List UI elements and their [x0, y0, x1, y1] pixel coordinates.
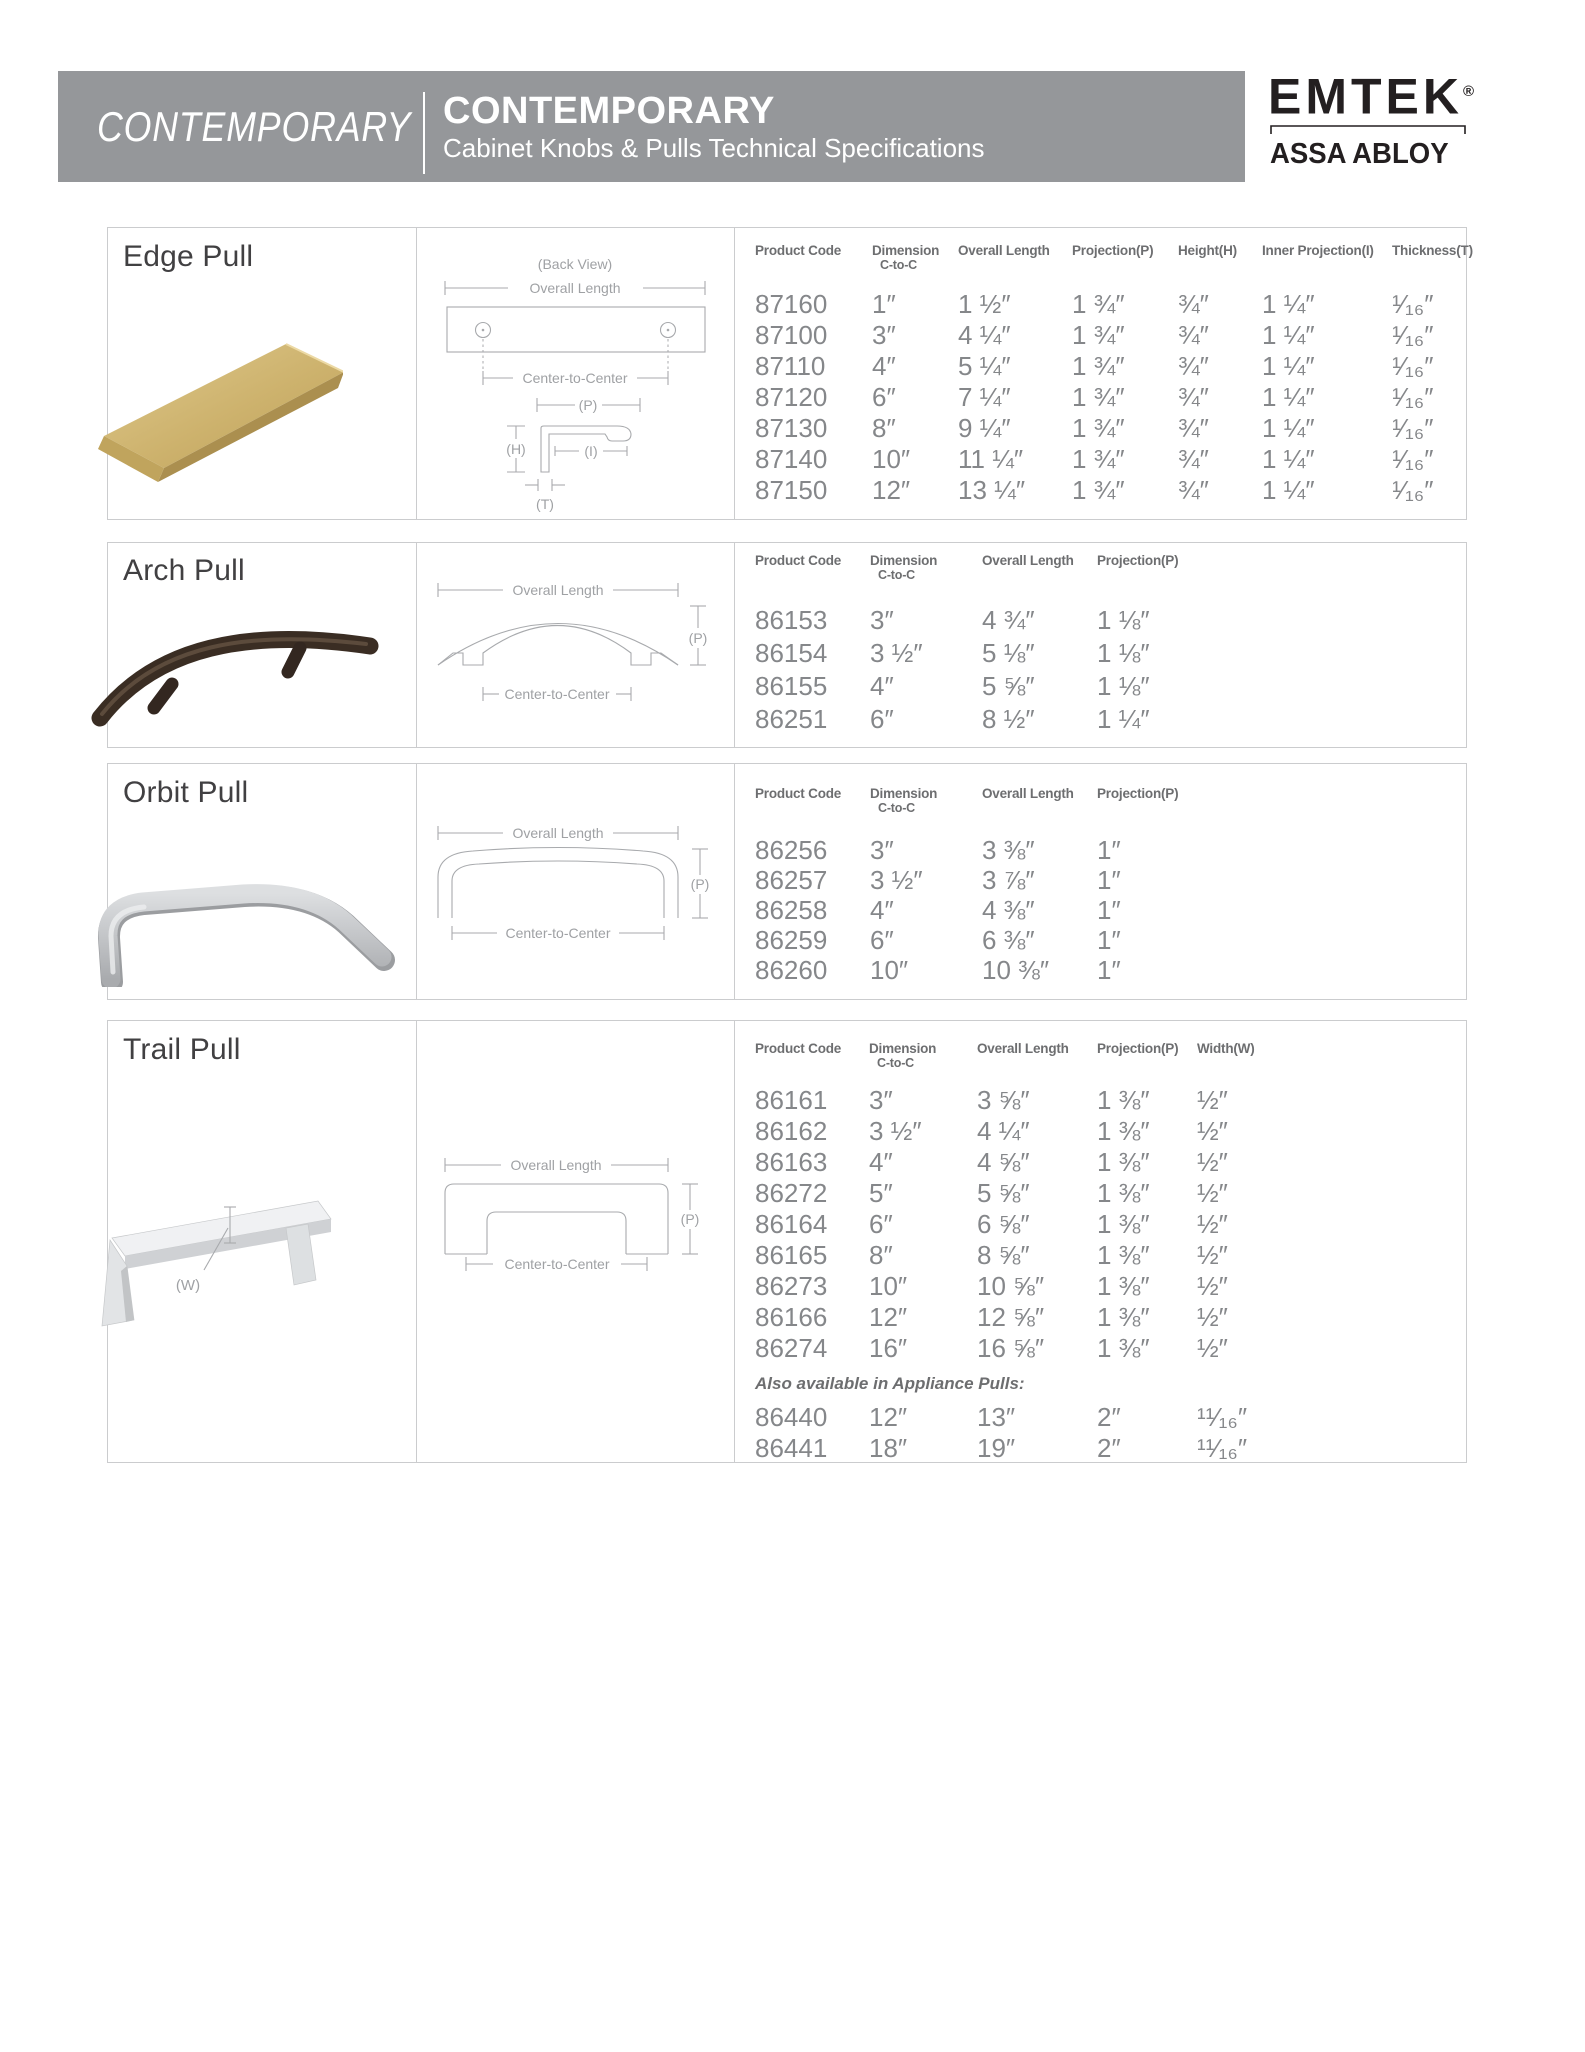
column-header: Overall Length [977, 1041, 1069, 1056]
spec-cell: 1 ⅛″ [1097, 605, 1150, 635]
column-header: Width(W) [1197, 1041, 1255, 1056]
registered-mark-icon: ® [1463, 83, 1475, 100]
spec-cell: 12 ⅝″ [977, 1302, 1045, 1332]
column-header: Dimension C-to-C [870, 553, 938, 582]
spec-cell: 1″ [1097, 865, 1121, 895]
spec-cell: 4 ¼″ [977, 1116, 1030, 1146]
logo-parent-text: ASSA ABLOY [1270, 137, 1449, 170]
spec-cell: 2″ [1097, 1433, 1121, 1463]
spec-cell: 1″ [1097, 895, 1121, 925]
edge-pull-photo [88, 320, 343, 500]
spec-cell: 86274 [755, 1333, 828, 1363]
center-to-center-label: Center-to-Center [522, 370, 628, 386]
column-header: Projection(P) [1097, 553, 1179, 568]
spec-cell: 86161 [755, 1085, 828, 1115]
spec-cell: 10 ⅝″ [977, 1271, 1045, 1301]
spec-cell: 86272 [755, 1178, 828, 1208]
spec-row [755, 895, 1197, 925]
appliance-note: Also available in Appliance Pulls: [755, 1374, 1025, 1393]
spec-cell: 10″ [872, 444, 911, 474]
spec-cell: ½″ [1197, 1271, 1228, 1301]
spec-cell: ¹⁄₁₆″ [1392, 351, 1434, 381]
spec-cell: 1 ⅜″ [1097, 1209, 1150, 1239]
spec-row [755, 835, 1197, 865]
column-header: Overall Length [982, 786, 1074, 801]
spec-cell: 5 ¼″ [958, 351, 1011, 381]
spec-cell: 6″ [870, 925, 894, 955]
spec-cell: 86166 [755, 1302, 828, 1332]
trail-pull-diagram [415, 1020, 733, 1463]
spec-row [755, 413, 1472, 444]
spec-cell: 6″ [872, 382, 896, 412]
spec-cell: 10 ⅜″ [982, 955, 1050, 985]
column-header: Projection(P) [1097, 1041, 1179, 1056]
spec-row [755, 1147, 1287, 1178]
spec-cell: 3 ½″ [870, 865, 923, 895]
spec-cell: 86257 [755, 865, 828, 895]
spec-cell: ½″ [1197, 1302, 1228, 1332]
spec-cell: ¹⁄₁₆″ [1392, 413, 1434, 443]
spec-row [755, 1240, 1287, 1271]
spec-row [755, 955, 1197, 985]
spec-cell: 1 ¼″ [1262, 413, 1315, 443]
spec-cell: 86165 [755, 1240, 828, 1270]
spec-row [755, 637, 1197, 670]
spec-row [755, 604, 1197, 637]
overall-length-label: Overall Length [512, 582, 604, 598]
spec-cell: ½″ [1197, 1116, 1228, 1146]
spec-cell: 2″ [1097, 1402, 1121, 1432]
spec-cell: 1 ¾″ [1072, 289, 1125, 319]
spec-cell: 4 ¼″ [958, 320, 1011, 350]
spec-cell: 87160 [755, 289, 828, 319]
table-header-row [755, 553, 1197, 583]
spec-cell: 86441 [755, 1433, 828, 1463]
column-header: Inner Projection(I) [1262, 243, 1374, 258]
spec-cell: 86440 [755, 1402, 828, 1432]
banner-title: CONTEMPORARY [443, 90, 775, 132]
spec-cell: 86155 [755, 671, 828, 701]
spec-cell: 4 ¾″ [982, 605, 1035, 635]
spec-cell: ¾″ [1178, 475, 1209, 505]
h-label: (H) [506, 441, 526, 457]
spec-cell: 4″ [870, 671, 894, 701]
trail-pull-spec-table [755, 1041, 1287, 1464]
spec-cell: 4 ⅜″ [982, 895, 1035, 925]
spec-cell: 86273 [755, 1271, 828, 1301]
section-title-arch-pull: Arch Pull [123, 554, 245, 587]
spec-cell: 1 ½″ [958, 289, 1011, 319]
spec-row [755, 703, 1197, 736]
spec-cell: 1″ [1097, 925, 1121, 955]
spec-cell: 86260 [755, 955, 828, 985]
edge-pull-diagram [415, 227, 733, 520]
spec-cell: ¹⁄₁₆″ [1392, 382, 1434, 412]
spec-cell: 1 ⅜″ [1097, 1178, 1150, 1208]
spec-row [755, 1209, 1287, 1240]
p-label: (P) [688, 630, 708, 646]
spec-cell: 5 ⅝″ [977, 1178, 1030, 1208]
spec-row [755, 1085, 1287, 1116]
spec-cell: 1 ¾″ [1072, 444, 1125, 474]
spec-row [755, 475, 1472, 506]
arch-pull-spec-table [755, 553, 1197, 736]
cell-divider [734, 1021, 735, 1462]
spec-cell: 87120 [755, 382, 828, 412]
center-to-center-label: Center-to-Center [505, 925, 611, 941]
spec-cell: 1 ⅜″ [1097, 1240, 1150, 1270]
spec-cell: ¹⁄₁₆″ [1392, 289, 1434, 319]
spec-cell: ¹⁄₁₆″ [1392, 444, 1434, 474]
spec-cell: ¹¹⁄₁₆″ [1197, 1402, 1248, 1432]
spec-cell: 1″ [1097, 955, 1121, 985]
logo-bracket-icon [1270, 125, 1466, 135]
arch-pull-diagram [415, 542, 733, 748]
spec-row [755, 1333, 1287, 1364]
spec-cell: 12″ [869, 1302, 908, 1332]
spec-cell: 86153 [755, 605, 828, 635]
spec-cell: 1 ⅛″ [1097, 671, 1150, 701]
column-header: Dimension C-to-C [870, 786, 938, 815]
spec-row [755, 1402, 1287, 1433]
spec-row [755, 865, 1197, 895]
spec-cell: 8″ [872, 413, 896, 443]
emtek-logo [1268, 66, 1478, 171]
spec-cell: 4″ [872, 351, 896, 381]
spec-cell: 3 ⅜″ [982, 835, 1035, 865]
spec-cell: 1 ¼″ [1262, 320, 1315, 350]
spec-cell: 1 ¼″ [1262, 289, 1315, 319]
overall-length-label: Overall Length [529, 280, 621, 296]
w-label: (W) [175, 1277, 201, 1294]
collection-name-italic: CONTEMPORARY [97, 102, 412, 150]
spec-cell: 19″ [977, 1433, 1016, 1463]
spec-cell: 86154 [755, 638, 828, 668]
cell-divider [734, 543, 735, 747]
spec-cell: 1 ⅜″ [1097, 1116, 1150, 1146]
spec-cell: 11 ¼″ [958, 444, 1024, 474]
spec-cell: 10″ [869, 1271, 908, 1301]
spec-cell: 1″ [872, 289, 896, 319]
orbit-pull-spec-table [755, 786, 1197, 985]
spec-cell: 6 ⅝″ [977, 1209, 1030, 1239]
column-header: Overall Length [958, 243, 1050, 258]
center-to-center-label: Center-to-Center [504, 686, 610, 702]
cell-divider [734, 764, 735, 999]
column-header: Projection(P) [1072, 243, 1154, 258]
spec-cell: 3″ [870, 605, 894, 635]
column-header: Product Code [755, 553, 842, 568]
orbit-pull-photo [82, 822, 402, 987]
spec-cell: 13 ¼″ [958, 475, 1026, 505]
spec-cell: ½″ [1197, 1178, 1228, 1208]
spec-cell: 87110 [755, 351, 826, 381]
spec-cell: ¾″ [1178, 413, 1209, 443]
spec-cell: 87100 [755, 320, 828, 350]
spec-cell: 6 ⅜″ [982, 925, 1035, 955]
spec-cell: 6″ [869, 1209, 893, 1239]
spec-row [755, 1116, 1287, 1147]
spec-cell: ½″ [1197, 1240, 1228, 1270]
column-header: Product Code [755, 786, 842, 801]
table-header-row [755, 786, 1197, 816]
spec-cell: 3″ [870, 835, 894, 865]
t-label: (T) [536, 496, 554, 512]
column-header: Product Code [755, 1041, 842, 1056]
spec-cell: 1 ¾″ [1072, 320, 1125, 350]
spec-cell: 86251 [755, 704, 828, 734]
cell-divider [734, 228, 735, 519]
spec-cell: 1 ¼″ [1097, 704, 1150, 734]
spec-cell: 13″ [977, 1402, 1016, 1432]
spec-cell: 86164 [755, 1209, 828, 1239]
column-header: Projection(P) [1097, 786, 1179, 801]
section-title-orbit-pull: Orbit Pull [123, 776, 249, 809]
arch-pull-photo [88, 588, 388, 728]
spec-cell: 87140 [755, 444, 828, 474]
spec-cell: 87150 [755, 475, 828, 505]
spec-cell: 18″ [869, 1433, 908, 1463]
spec-cell: 1 ⅜″ [1097, 1333, 1150, 1363]
spec-cell: 9 ¼″ [958, 413, 1011, 443]
overall-length-label: Overall Length [512, 825, 604, 841]
spec-cell: 1 ⅜″ [1097, 1302, 1150, 1332]
spec-cell: 1 ¼″ [1262, 382, 1315, 412]
banner-subtitle: Cabinet Knobs & Pulls Technical Specifications [443, 133, 985, 163]
header-banner [58, 71, 1245, 182]
spec-row [755, 1433, 1287, 1464]
section-title-trail-pull: Trail Pull [123, 1033, 241, 1066]
spec-cell: 1 ¾″ [1072, 413, 1125, 443]
overall-length-label: Overall Length [510, 1157, 602, 1173]
spec-cell: ½″ [1197, 1085, 1228, 1115]
orbit-pull-diagram [415, 763, 733, 1000]
spec-cell: 5 ⅝″ [982, 671, 1035, 701]
spec-cell: 1 ¼″ [1262, 351, 1315, 381]
spec-cell: 1 ¾″ [1072, 382, 1125, 412]
spec-cell: ½″ [1197, 1333, 1228, 1363]
edge-pull-spec-table [755, 243, 1472, 506]
spec-cell: ½″ [1197, 1147, 1228, 1177]
spec-cell: ¾″ [1178, 351, 1209, 381]
spec-cell: 1″ [1097, 835, 1121, 865]
spec-cell: 1 ¼″ [1262, 475, 1315, 505]
spec-cell: ½″ [1197, 1209, 1228, 1239]
spec-cell: 1 ⅜″ [1097, 1085, 1150, 1115]
spec-cell: 1 ⅛″ [1097, 638, 1150, 668]
spec-cell: 86259 [755, 925, 828, 955]
trail-pull-photo [100, 1188, 340, 1343]
center-to-center-label: Center-to-Center [504, 1256, 610, 1272]
spec-cell: 7 ¼″ [958, 382, 1011, 412]
spec-cell: 5 ⅛″ [982, 638, 1035, 668]
spec-cell: 5″ [869, 1178, 893, 1208]
spec-cell: 8 ½″ [982, 704, 1035, 734]
p-label: (P) [578, 397, 598, 413]
spec-row [755, 1178, 1287, 1209]
spec-cell: 86163 [755, 1147, 828, 1177]
spec-cell: 3″ [872, 320, 896, 350]
spec-cell: 10″ [870, 955, 909, 985]
logo-brand-text: EMTEK® [1268, 68, 1475, 125]
spec-cell: 3″ [869, 1085, 893, 1115]
back-view-label: (Back View) [537, 256, 613, 272]
p-label: (P) [680, 1211, 700, 1227]
spec-row [755, 320, 1472, 351]
spec-cell: 86256 [755, 835, 828, 865]
column-header: Dimension C-to-C [872, 243, 940, 272]
spec-cell: 87130 [755, 413, 828, 443]
column-header: Thickness(T) [1392, 243, 1473, 258]
spec-cell: 12″ [872, 475, 911, 505]
spec-cell: ¹¹⁄₁₆″ [1197, 1433, 1248, 1463]
spec-cell: ¾″ [1178, 444, 1209, 474]
spec-cell: ¾″ [1178, 289, 1209, 319]
banner-text-block [443, 91, 985, 163]
spec-row [755, 925, 1197, 955]
p-label: (P) [690, 876, 710, 892]
spec-cell: 86258 [755, 895, 828, 925]
table-header-row [755, 243, 1472, 273]
spec-cell: ¹⁄₁₆″ [1392, 475, 1434, 505]
column-header: Product Code [755, 243, 842, 258]
spec-cell: 16 ⅝″ [977, 1333, 1045, 1363]
spec-row [755, 1302, 1287, 1333]
spec-cell: 1 ¾″ [1072, 351, 1125, 381]
spec-cell: 1 ¾″ [1072, 475, 1125, 505]
spec-cell: 16″ [869, 1333, 908, 1363]
spec-cell: 1 ⅜″ [1097, 1147, 1150, 1177]
i-label: (I) [584, 443, 598, 459]
spec-row [755, 351, 1472, 382]
spec-cell: 8 ⅝″ [977, 1240, 1030, 1270]
spec-cell: 3 ⅞″ [982, 865, 1035, 895]
spec-cell: 12″ [869, 1402, 908, 1432]
spec-cell: 8″ [869, 1240, 893, 1270]
spec-cell: 4″ [870, 895, 894, 925]
spec-cell: ¹⁄₁₆″ [1392, 320, 1434, 350]
spec-cell: 86162 [755, 1116, 828, 1146]
spec-cell: 1 ¼″ [1262, 444, 1315, 474]
spec-cell: 3 ½″ [869, 1116, 922, 1146]
spec-cell: 4 ⅝″ [977, 1147, 1030, 1177]
column-header: Overall Length [982, 553, 1074, 568]
banner-divider [423, 92, 425, 174]
table-header-row [755, 1041, 1287, 1071]
spec-cell: 3 ½″ [870, 638, 923, 668]
spec-row [755, 444, 1472, 475]
section-title-edge-pull: Edge Pull [123, 240, 254, 273]
spec-cell: 1 ⅜″ [1097, 1271, 1150, 1301]
column-header: Dimension C-to-C [869, 1041, 937, 1070]
spec-row [755, 1271, 1287, 1302]
spec-cell: 6″ [870, 704, 894, 734]
spec-row [755, 670, 1197, 703]
spec-cell: ¾″ [1178, 320, 1209, 350]
spec-row [755, 382, 1472, 413]
spec-row [755, 289, 1472, 320]
spec-cell: ¾″ [1178, 382, 1209, 412]
spec-cell: 4″ [869, 1147, 893, 1177]
spec-cell: 3 ⅝″ [977, 1085, 1030, 1115]
column-header: Height(H) [1178, 243, 1237, 258]
